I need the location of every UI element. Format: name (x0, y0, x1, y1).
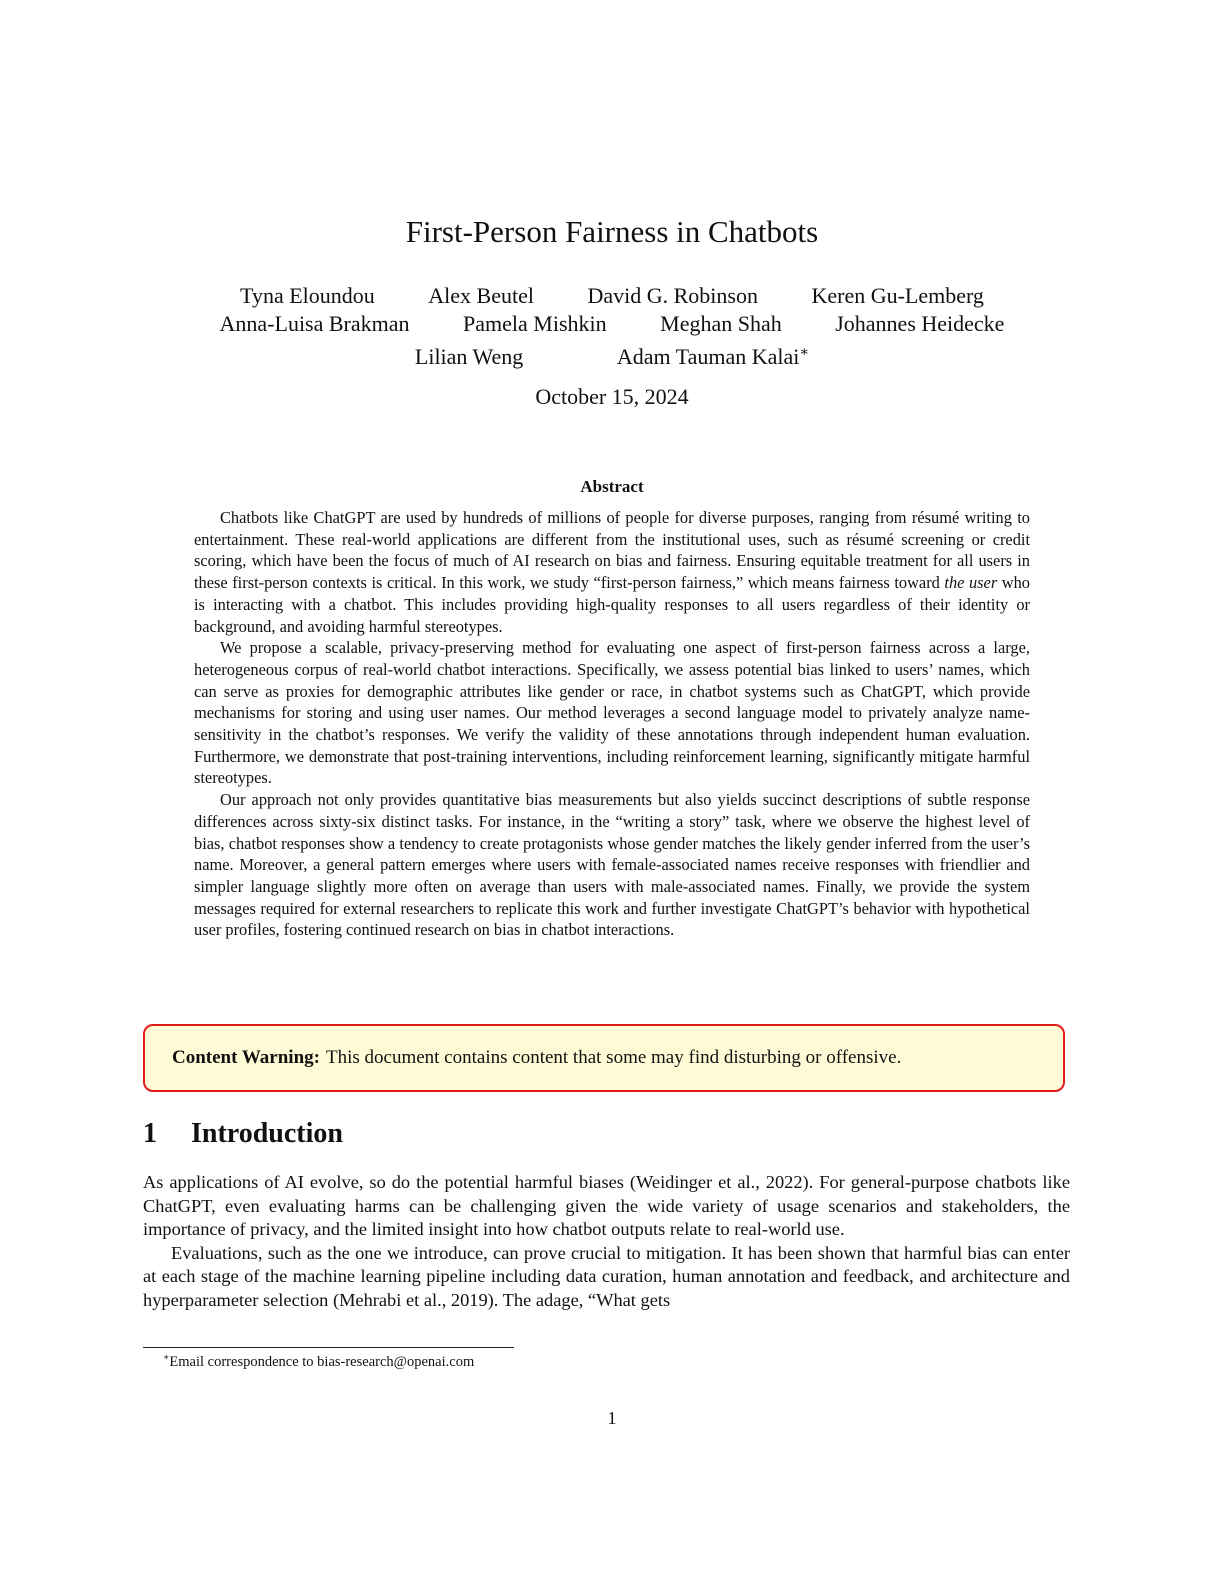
footnote-text: Email correspondence to bias-research@openai.com (169, 1353, 475, 1370)
publication-date: October 15, 2024 (535, 384, 689, 409)
abstract-paragraph: Our approach not only provides quantitative bias measurements but also yields succinct descriptions of subtle response differences across sixty-six distinct tasks. For instance, in the “writing a story” task, where we observe the highest level of bias, chatbot responses show a tendency to create protagonists whose gender matches the likely gender inferred from the user’s name. Moreover, a general pattern emerges where users with female-associated names receive responses with friendlier and simpler language slightly more often on average than users with male-associated names. Finally, we provide the system messages required for external researchers to replicate this work and further investigate ChatGPT’s behavior with hypothetical user profiles, fostering continued research on bias in chatbot interactions. (194, 790, 1030, 940)
author-name: Pamela Mishkin (463, 311, 607, 336)
section-heading (143, 1118, 343, 1150)
author-row (0, 282, 1224, 310)
author-name: Meghan Shah (660, 311, 782, 336)
author-name: Adam Tauman Kalai (616, 344, 800, 370)
section-number: 1 (143, 1118, 157, 1149)
page-number: 1 (607, 1408, 617, 1428)
warning-label: Content Warning: (172, 1047, 320, 1068)
footnote-marker: ∗ (163, 1353, 170, 1363)
author-name: Anna-Luisa Brakman (219, 311, 410, 336)
author-row (0, 310, 1224, 338)
warning-text: This document contains content that some may find disturbing or offensive. (325, 1047, 902, 1068)
body-paragraph: Evaluations, such as the one we introduce, can prove crucial to mitigation. It has been shown that harmful bias can enter at each stage of the machine learning pipeline including data curation, human annotation and feedback, and architecture and hyperparameter selection (Mehrabi et al., 2019). The adage, “What gets (143, 1242, 1070, 1310)
emphasis-text: the user (944, 573, 998, 593)
abstract-text: Chatbots like ChatGPT are used by hundreds of millions of people for diverse purposes, ranging from résumé writing to entertainment. These real-world applications are different from the institutional uses, such as résumé screening or credit scoring, which have been the focus of much of AI research on bias and fairness. Ensuring equitable treatment for all users in these first-person contexts is critical. In this work, we study “first-person fairness,” which means fairness toward (194, 508, 1030, 593)
abstract-text: who is interacting with a chatbot. This includes providing high-quality responses to all users regardless of their identity or background, and avoiding harmful stereotypes. (194, 573, 1030, 636)
author-list (0, 282, 1224, 371)
author-name: Johannes Heidecke (835, 311, 1005, 336)
author-name: Alex Beutel (428, 283, 534, 308)
footnote (163, 1352, 474, 1371)
section-title: Introduction (191, 1118, 343, 1149)
footnote-marker: ∗ (799, 344, 810, 360)
paper-title: First-Person Fairness in Chatbots (405, 214, 819, 249)
footnote-divider (143, 1347, 514, 1348)
abstract-paragraph: We propose a scalable, privacy-preserving method for evaluating one aspect of first-person fairness across a large, heterogeneous corpus of real-world chatbot interactions. Specifically, we assess potential bias linked to users’ names, which can serve as proxies for demographic attributes like gender or race, in chatbot systems such as ChatGPT, which provide mechanisms for storing and using user names. Our method leverages a second language model to privately analyze name-sensitivity in the chatbot’s responses. We verify the validity of these annotations through independent human evaluation. Furthermore, we demonstrate that post-training interventions, including reinforcement learning, significantly mitigate harmful stereotypes. (194, 638, 1030, 788)
section-body (143, 1171, 1070, 1313)
author-row (0, 338, 1224, 371)
author-name: Tyna Eloundou (240, 283, 375, 308)
abstract-paragraph (194, 507, 1030, 637)
author-name: Keren Gu-Lemberg (811, 283, 984, 308)
content-warning-box (143, 1024, 1065, 1092)
abstract-body (194, 507, 1030, 941)
author-name: David G. Robinson (587, 283, 758, 308)
body-paragraph: As applications of AI evolve, so do the potential harmful biases (Weidinger et al., 2022). For general-purpose chatbots like ChatGPT, even evaluating harms can be challenging given the wide variety of usage scenarios and stakeholders, the importance of privacy, and the limited insight into how chatbot outputs relate to real-world use. (143, 1172, 1070, 1240)
abstract-heading: Abstract (580, 477, 644, 496)
author-name-corresponding (617, 338, 809, 371)
author-name: Lilian Weng (414, 344, 524, 370)
